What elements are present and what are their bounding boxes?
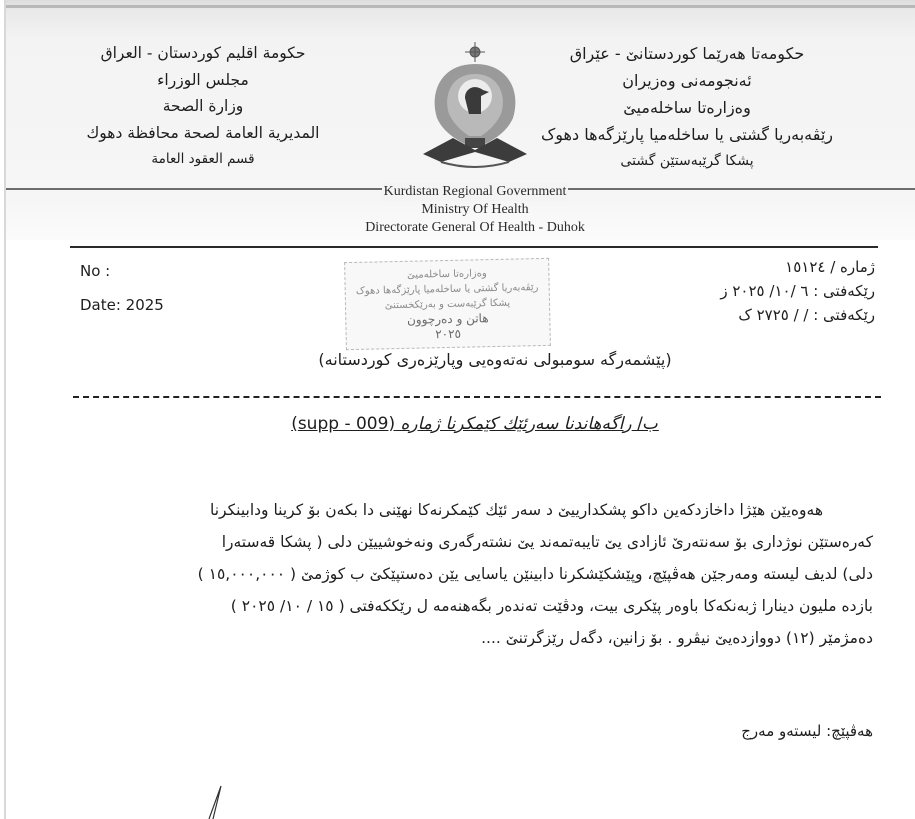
english-letterhead-line: Kurdistan Regional Government — [383, 184, 567, 199]
kurdish-letterhead — [517, 40, 857, 175]
signature-mark — [195, 780, 235, 819]
page-left-edge — [4, 0, 6, 819]
date-label: Date: 2025 — [80, 296, 164, 314]
arabic-letterhead-line: حكومة اقليم كوردستان - العراق — [100, 44, 306, 62]
stamp-line: وەزارەتا ساخلەمیێ — [406, 268, 487, 281]
english-letterhead — [340, 183, 610, 237]
header-separator — [70, 246, 878, 248]
arabic-letterhead-line: المديرية العامة لصحة محافظة دهوك — [86, 123, 320, 142]
letter-body — [98, 494, 873, 654]
body-line: کەرەستێن نوژداری بۆ سەنتەرێ ئازادی یێ تایبەتمەند یێ نشتەرگەری ونەخوشییێن دلی ( پشکا قەستەرا — [221, 533, 873, 551]
stamp-line: هاتن و دەرچوون — [406, 311, 489, 327]
kurdish-letterhead-line: حکومەتا هەرێما کوردستانێ - عێراق — [569, 44, 805, 63]
subject-code: (supp - 009) — [291, 414, 396, 434]
stamp-line: رێڤەبەریا گشتی یا ساخلەمیا پارێزگەها دهوک — [355, 282, 539, 297]
body-line: هەوەیێن هێژا داخازدکەین داکو پشکدارییێ د سەر ئێك کێمکرنەکا نهێنی دا بکەن بۆ کرینا ودابینکرنا — [210, 501, 823, 519]
body-line: دەمژمێر (١٢) دووازدەیێ نیڤرو . بۆ زانین، دگەل رێزگرتنێ .... — [481, 629, 873, 647]
body-line: بازدە ملیون دینارا ژبەنکەکا باوەر پێکری بیت، ودڤێت تەندەر بگەهنەمە ل رێککەفتی ( ١٥ / ١٠/ ٢٠٢٥ ) — [230, 597, 873, 615]
body-line: دلی) لدیف لیستە ومەرجێن هەڤپێچ، وپێشکێشکرنا دابینێن یاسایی یێن دەستپێکێ ب کوژمێ ( ١٥,٠٠٠,٠٠٠ ) — [197, 565, 873, 583]
krg-emblem-icon — [405, 40, 545, 170]
number-label: No : — [80, 262, 111, 280]
english-letterhead-line: Directorate General Of Health - Duhok — [365, 220, 585, 235]
english-letterhead-line: Ministry Of Health — [421, 202, 529, 217]
kurdish-letterhead-line: وەزارەتا ساخلەمیێ — [623, 98, 751, 117]
reference-block — [595, 255, 875, 327]
stamp-line: ٢٠٢٥ — [435, 326, 462, 342]
subject-title: راگەهاندنا سەرئێك کێمکرنا ژمارە — [400, 414, 632, 434]
scan-edge-line — [6, 5, 915, 8]
stamp-line: پشکا گرێبەست و بەرێکخستنێ — [384, 297, 511, 312]
arabic-letterhead-line: قسم العقود العامة — [151, 151, 255, 167]
arabic-letterhead-line: وزارة الصحة — [162, 97, 244, 115]
kurdish-letterhead-line: ئەنجومەنی وەزیران — [622, 71, 752, 90]
reference-number: ژمارە / ١٥١٢٤ — [785, 258, 875, 276]
attachment-note: هەڤپێچ: لیستەو مەرج — [741, 722, 873, 740]
reference-date: رێکەفتی : ٦ /١٠/ ٢٠٢٥ ز — [720, 282, 875, 300]
reference-date-kurdish: رێکەفتی : / / ٢٧٢٥ ک — [738, 306, 875, 324]
arabic-letterhead-line: مجلس الوزراء — [157, 70, 249, 89]
subject-line — [240, 414, 710, 434]
peshmerga-slogan: (پێشمەرگە سومبولی نەتەوەیی وپارێزەری کوردستانە) — [318, 350, 672, 369]
subject-prefix: ب/ — [637, 414, 659, 434]
arabic-letterhead — [68, 40, 338, 173]
dashed-divider — [73, 396, 881, 398]
incoming-outgoing-stamp — [344, 258, 551, 350]
kurdish-letterhead-line: پشکا گرێبەستێن گشتی — [620, 153, 754, 169]
kurdish-letterhead-line: رێڤەبەریا گشتی یا ساخلەمیا پارێزگەها دهوک — [540, 125, 834, 144]
